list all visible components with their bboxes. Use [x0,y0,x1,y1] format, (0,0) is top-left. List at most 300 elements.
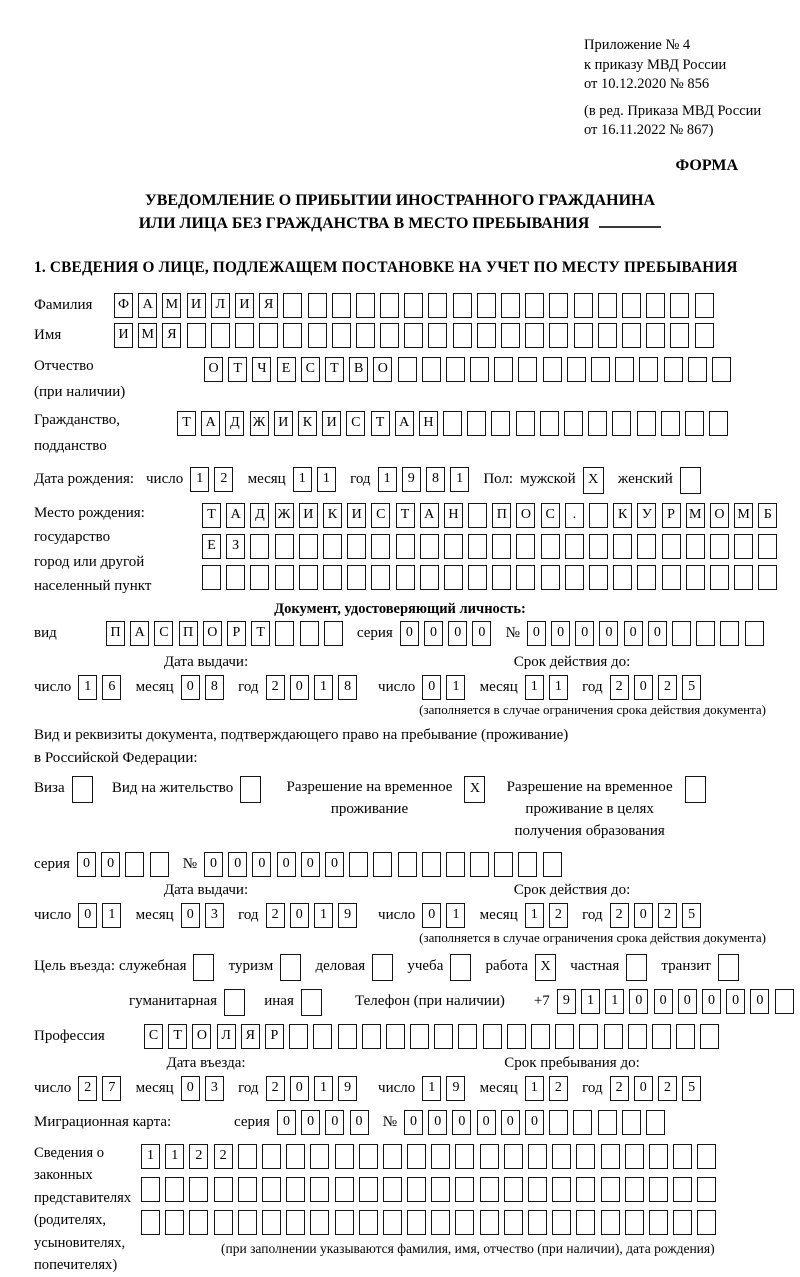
char-cell[interactable] [673,1210,692,1235]
char-cell[interactable] [664,357,683,382]
char-cell[interactable]: И [187,293,206,318]
char-cell[interactable] [518,357,537,382]
char-cell[interactable]: З [226,534,245,559]
char-cell[interactable]: 2 [658,675,677,700]
char-cell[interactable]: Ж [250,411,269,436]
char-cell[interactable] [202,565,221,590]
char-cell[interactable] [673,1144,692,1169]
char-cell[interactable]: 2 [549,1076,568,1101]
char-cell[interactable]: 2 [658,903,677,928]
char-cell[interactable] [720,621,739,646]
char-cell[interactable]: 0 [750,989,769,1014]
char-cell[interactable] [250,565,269,590]
char-cell[interactable] [525,293,544,318]
char-cell[interactable]: 3 [205,1076,224,1101]
char-cell[interactable]: 1 [549,675,568,700]
char-cell[interactable] [480,1177,499,1202]
char-cell[interactable]: 0 [204,852,223,877]
char-cell[interactable]: 0 [181,903,200,928]
char-cell[interactable] [601,1144,620,1169]
char-cell[interactable]: 0 [634,675,653,700]
char-cell[interactable]: 1 [378,467,397,492]
char-cell[interactable] [507,1024,526,1049]
char-cell[interactable] [458,1024,477,1049]
char-cell[interactable] [468,503,487,528]
char-cell[interactable]: 1 [446,675,465,700]
char-cell[interactable] [709,411,728,436]
char-cell[interactable] [700,1024,719,1049]
char-cell[interactable] [549,293,568,318]
char-cell[interactable] [710,565,729,590]
char-cell[interactable] [504,1144,523,1169]
char-cell[interactable]: 1 [314,675,333,700]
char-cell[interactable]: 0 [648,621,667,646]
char-cell[interactable]: 1 [422,1076,441,1101]
char-cell[interactable]: 5 [682,1076,701,1101]
char-cell[interactable]: А [395,411,414,436]
char-cell[interactable] [543,357,562,382]
char-cell[interactable]: 0 [634,1076,653,1101]
char-cell[interactable] [697,1210,716,1235]
char-cell[interactable] [639,357,658,382]
char-cell[interactable]: 0 [501,1110,520,1135]
char-cell[interactable] [444,534,463,559]
char-cell[interactable]: Т [202,503,221,528]
char-cell[interactable] [453,323,472,348]
char-cell[interactable] [431,1177,450,1202]
char-cell[interactable]: 0 [551,621,570,646]
char-cell[interactable] [226,565,245,590]
char-cell[interactable]: С [144,1024,163,1049]
char-cell[interactable]: О [516,503,535,528]
char-cell[interactable]: Ч [252,357,271,382]
char-cell[interactable] [549,1110,568,1135]
char-cell[interactable] [141,1210,160,1235]
char-cell[interactable] [431,1144,450,1169]
char-cell[interactable] [622,323,641,348]
char-cell[interactable] [289,1024,308,1049]
char-cell[interactable] [646,293,665,318]
char-cell[interactable]: 0 [575,621,594,646]
char-cell[interactable] [250,534,269,559]
char-cell[interactable] [335,1177,354,1202]
char-cell[interactable]: 0 [527,621,546,646]
char-cell[interactable] [275,534,294,559]
char-cell[interactable] [444,565,463,590]
char-cell[interactable] [625,1177,644,1202]
char-cell[interactable] [646,1110,665,1135]
char-cell[interactable] [356,293,375,318]
char-cell[interactable] [492,534,511,559]
char-cell[interactable] [383,1144,402,1169]
char-cell[interactable]: С [371,503,390,528]
char-cell[interactable] [359,1177,378,1202]
char-cell[interactable]: 1 [525,1076,544,1101]
char-cell[interactable] [335,1210,354,1235]
char-cell[interactable] [615,357,634,382]
char-cell[interactable]: Т [371,411,390,436]
char-cell[interactable] [286,1177,305,1202]
char-cell[interactable]: 0 [404,1110,423,1135]
checkbox-cell[interactable] [301,989,322,1016]
char-cell[interactable]: И [299,503,318,528]
char-cell[interactable] [480,1210,499,1235]
char-cell[interactable]: К [323,503,342,528]
char-cell[interactable] [646,323,665,348]
char-cell[interactable]: 0 [629,989,648,1014]
char-cell[interactable]: Т [228,357,247,382]
char-cell[interactable]: 0 [726,989,745,1014]
char-cell[interactable]: 0 [77,852,96,877]
char-cell[interactable] [589,503,608,528]
char-cell[interactable] [262,1144,281,1169]
char-cell[interactable] [422,852,441,877]
checkbox-cell[interactable] [450,954,471,981]
char-cell[interactable] [347,534,366,559]
checkbox-cell[interactable] [626,954,647,981]
char-cell[interactable] [404,293,423,318]
char-cell[interactable] [308,323,327,348]
char-cell[interactable]: 2 [658,1076,677,1101]
char-cell[interactable] [567,357,586,382]
char-cell[interactable]: 1 [293,467,312,492]
char-cell[interactable] [598,323,617,348]
char-cell[interactable] [338,1024,357,1049]
char-cell[interactable]: А [201,411,220,436]
char-cell[interactable]: 2 [214,1144,233,1169]
char-cell[interactable] [540,411,559,436]
char-cell[interactable] [468,565,487,590]
char-cell[interactable]: 5 [682,903,701,928]
checkbox-cell[interactable] [372,954,393,981]
char-cell[interactable]: П [106,621,125,646]
char-cell[interactable] [396,565,415,590]
char-cell[interactable] [262,1210,281,1235]
char-cell[interactable] [356,323,375,348]
char-cell[interactable]: Т [251,621,270,646]
char-cell[interactable] [734,534,753,559]
char-cell[interactable] [410,1024,429,1049]
char-cell[interactable]: 0 [624,621,643,646]
char-cell[interactable] [552,1210,571,1235]
char-cell[interactable]: Н [444,503,463,528]
char-cell[interactable] [504,1177,523,1202]
char-cell[interactable]: М [734,503,753,528]
char-cell[interactable] [589,565,608,590]
char-cell[interactable] [649,1177,668,1202]
char-cell[interactable] [604,1024,623,1049]
char-cell[interactable] [574,293,593,318]
char-cell[interactable] [712,357,731,382]
char-cell[interactable] [494,357,513,382]
char-cell[interactable] [150,852,169,877]
char-cell[interactable] [275,565,294,590]
char-cell[interactable]: 2 [266,903,285,928]
char-cell[interactable]: 0 [400,621,419,646]
char-cell[interactable]: 0 [428,1110,447,1135]
char-cell[interactable]: П [492,503,511,528]
char-cell[interactable] [359,1144,378,1169]
char-cell[interactable]: 0 [702,989,721,1014]
char-cell[interactable]: 1 [317,467,336,492]
char-cell[interactable] [380,293,399,318]
char-cell[interactable] [428,323,447,348]
char-cell[interactable]: 0 [290,903,309,928]
char-cell[interactable]: С [541,503,560,528]
char-cell[interactable] [407,1144,426,1169]
char-cell[interactable] [531,1024,550,1049]
char-cell[interactable]: Л [217,1024,236,1049]
char-cell[interactable]: 0 [277,1110,296,1135]
char-cell[interactable] [470,852,489,877]
char-cell[interactable] [483,1024,502,1049]
char-cell[interactable] [516,565,535,590]
char-cell[interactable] [589,534,608,559]
char-cell[interactable] [516,411,535,436]
char-cell[interactable]: 2 [78,1076,97,1101]
char-cell[interactable]: 1 [525,903,544,928]
char-cell[interactable]: 9 [446,1076,465,1101]
char-cell[interactable] [673,1177,692,1202]
char-cell[interactable] [649,1210,668,1235]
char-cell[interactable]: Ф [114,293,133,318]
char-cell[interactable] [758,534,777,559]
char-cell[interactable] [383,1177,402,1202]
char-cell[interactable] [286,1144,305,1169]
char-cell[interactable]: 8 [205,675,224,700]
char-cell[interactable] [310,1144,329,1169]
char-cell[interactable]: 1 [605,989,624,1014]
char-cell[interactable]: Я [241,1024,260,1049]
checkbox-cell[interactable]: X [583,467,604,494]
char-cell[interactable] [573,1110,592,1135]
char-cell[interactable]: Б [758,503,777,528]
char-cell[interactable]: 0 [477,1110,496,1135]
char-cell[interactable] [601,1210,620,1235]
char-cell[interactable]: 9 [338,903,357,928]
char-cell[interactable] [613,534,632,559]
char-cell[interactable] [552,1177,571,1202]
char-cell[interactable] [601,1177,620,1202]
char-cell[interactable]: Р [227,621,246,646]
char-cell[interactable] [501,323,520,348]
char-cell[interactable] [407,1177,426,1202]
char-cell[interactable]: 0 [678,989,697,1014]
char-cell[interactable]: 6 [102,675,121,700]
char-cell[interactable]: И [347,503,366,528]
char-cell[interactable] [428,293,447,318]
char-cell[interactable] [516,534,535,559]
char-cell[interactable]: С [301,357,320,382]
char-cell[interactable]: 0 [101,852,120,877]
char-cell[interactable] [528,1144,547,1169]
char-cell[interactable]: И [274,411,293,436]
char-cell[interactable] [362,1024,381,1049]
char-cell[interactable] [504,1210,523,1235]
char-cell[interactable] [275,621,294,646]
char-cell[interactable] [283,293,302,318]
char-cell[interactable] [422,357,441,382]
char-cell[interactable] [187,323,206,348]
char-cell[interactable]: Ж [275,503,294,528]
char-cell[interactable]: Д [250,503,269,528]
char-cell[interactable] [622,1110,641,1135]
char-cell[interactable] [335,1144,354,1169]
char-cell[interactable]: 0 [301,852,320,877]
char-cell[interactable]: 0 [422,675,441,700]
char-cell[interactable] [477,293,496,318]
char-cell[interactable] [238,1144,257,1169]
char-cell[interactable] [541,565,560,590]
char-cell[interactable]: 0 [301,1110,320,1135]
char-cell[interactable]: 1 [525,675,544,700]
checkbox-cell[interactable]: X [535,954,556,981]
char-cell[interactable]: В [349,357,368,382]
char-cell[interactable] [649,1144,668,1169]
char-cell[interactable]: 0 [634,903,653,928]
char-cell[interactable]: 0 [525,1110,544,1135]
char-cell[interactable]: И [114,323,133,348]
char-cell[interactable]: 1 [581,989,600,1014]
char-cell[interactable] [446,357,465,382]
char-cell[interactable] [238,1210,257,1235]
char-cell[interactable] [313,1024,332,1049]
char-cell[interactable]: А [138,293,157,318]
char-cell[interactable]: И [235,293,254,318]
char-cell[interactable] [310,1210,329,1235]
char-cell[interactable] [686,565,705,590]
char-cell[interactable] [323,534,342,559]
char-cell[interactable] [670,293,689,318]
char-cell[interactable]: Д [225,411,244,436]
char-cell[interactable] [625,1144,644,1169]
char-cell[interactable] [565,565,584,590]
char-cell[interactable] [371,565,390,590]
char-cell[interactable] [697,1144,716,1169]
char-cell[interactable]: 0 [654,989,673,1014]
char-cell[interactable]: 1 [314,1076,333,1101]
char-cell[interactable] [420,534,439,559]
char-cell[interactable] [591,357,610,382]
char-cell[interactable] [574,323,593,348]
char-cell[interactable]: 2 [610,675,629,700]
char-cell[interactable] [480,1144,499,1169]
char-cell[interactable]: 2 [189,1144,208,1169]
char-cell[interactable]: Т [396,503,415,528]
char-cell[interactable] [652,1024,671,1049]
char-cell[interactable] [628,1024,647,1049]
char-cell[interactable]: 2 [266,1076,285,1101]
char-cell[interactable] [125,852,144,877]
char-cell[interactable]: 0 [277,852,296,877]
char-cell[interactable]: П [179,621,198,646]
char-cell[interactable] [310,1177,329,1202]
char-cell[interactable] [525,323,544,348]
char-cell[interactable] [286,1210,305,1235]
char-cell[interactable]: . [565,503,584,528]
char-cell[interactable] [141,1177,160,1202]
checkbox-cell[interactable]: X [464,776,485,803]
char-cell[interactable] [404,323,423,348]
char-cell[interactable] [625,1210,644,1235]
char-cell[interactable] [455,1210,474,1235]
char-cell[interactable]: Я [162,323,181,348]
char-cell[interactable]: Т [168,1024,187,1049]
char-cell[interactable]: М [138,323,157,348]
char-cell[interactable] [695,323,714,348]
char-cell[interactable] [300,621,319,646]
char-cell[interactable] [564,411,583,436]
char-cell[interactable]: 0 [599,621,618,646]
char-cell[interactable] [332,323,351,348]
char-cell[interactable] [734,565,753,590]
char-cell[interactable]: К [613,503,632,528]
char-cell[interactable] [676,1024,695,1049]
char-cell[interactable] [576,1210,595,1235]
char-cell[interactable] [685,411,704,436]
char-cell[interactable]: А [130,621,149,646]
char-cell[interactable] [299,534,318,559]
char-cell[interactable] [283,323,302,348]
char-cell[interactable] [371,534,390,559]
char-cell[interactable]: 2 [610,1076,629,1101]
char-cell[interactable] [662,565,681,590]
char-cell[interactable]: 1 [141,1144,160,1169]
char-cell[interactable] [686,534,705,559]
char-cell[interactable]: И [322,411,341,436]
char-cell[interactable] [446,852,465,877]
char-cell[interactable]: Т [177,411,196,436]
char-cell[interactable]: 8 [338,675,357,700]
char-cell[interactable] [189,1210,208,1235]
char-cell[interactable]: 1 [190,467,209,492]
checkbox-cell[interactable] [193,954,214,981]
char-cell[interactable] [238,1177,257,1202]
char-cell[interactable]: 5 [682,675,701,700]
checkbox-cell[interactable] [224,989,245,1016]
char-cell[interactable] [386,1024,405,1049]
char-cell[interactable]: 0 [181,1076,200,1101]
char-cell[interactable]: 0 [325,852,344,877]
char-cell[interactable]: 1 [446,903,465,928]
char-cell[interactable]: 2 [214,467,233,492]
char-cell[interactable] [349,852,368,877]
char-cell[interactable] [214,1210,233,1235]
char-cell[interactable] [543,852,562,877]
char-cell[interactable] [431,1210,450,1235]
char-cell[interactable] [165,1210,184,1235]
char-cell[interactable]: 0 [252,852,271,877]
char-cell[interactable] [407,1210,426,1235]
char-cell[interactable]: 0 [472,621,491,646]
char-cell[interactable] [324,621,343,646]
char-cell[interactable] [637,411,656,436]
checkbox-cell[interactable] [685,776,706,803]
char-cell[interactable]: 9 [338,1076,357,1101]
char-cell[interactable] [259,323,278,348]
char-cell[interactable]: 1 [78,675,97,700]
char-cell[interactable] [695,293,714,318]
char-cell[interactable] [359,1210,378,1235]
checkbox-cell[interactable] [280,954,301,981]
char-cell[interactable]: 1 [450,467,469,492]
char-cell[interactable] [745,621,764,646]
char-cell[interactable]: О [192,1024,211,1049]
checkbox-cell[interactable] [240,776,261,803]
char-cell[interactable]: Р [265,1024,284,1049]
char-cell[interactable]: 0 [181,675,200,700]
char-cell[interactable]: С [154,621,173,646]
